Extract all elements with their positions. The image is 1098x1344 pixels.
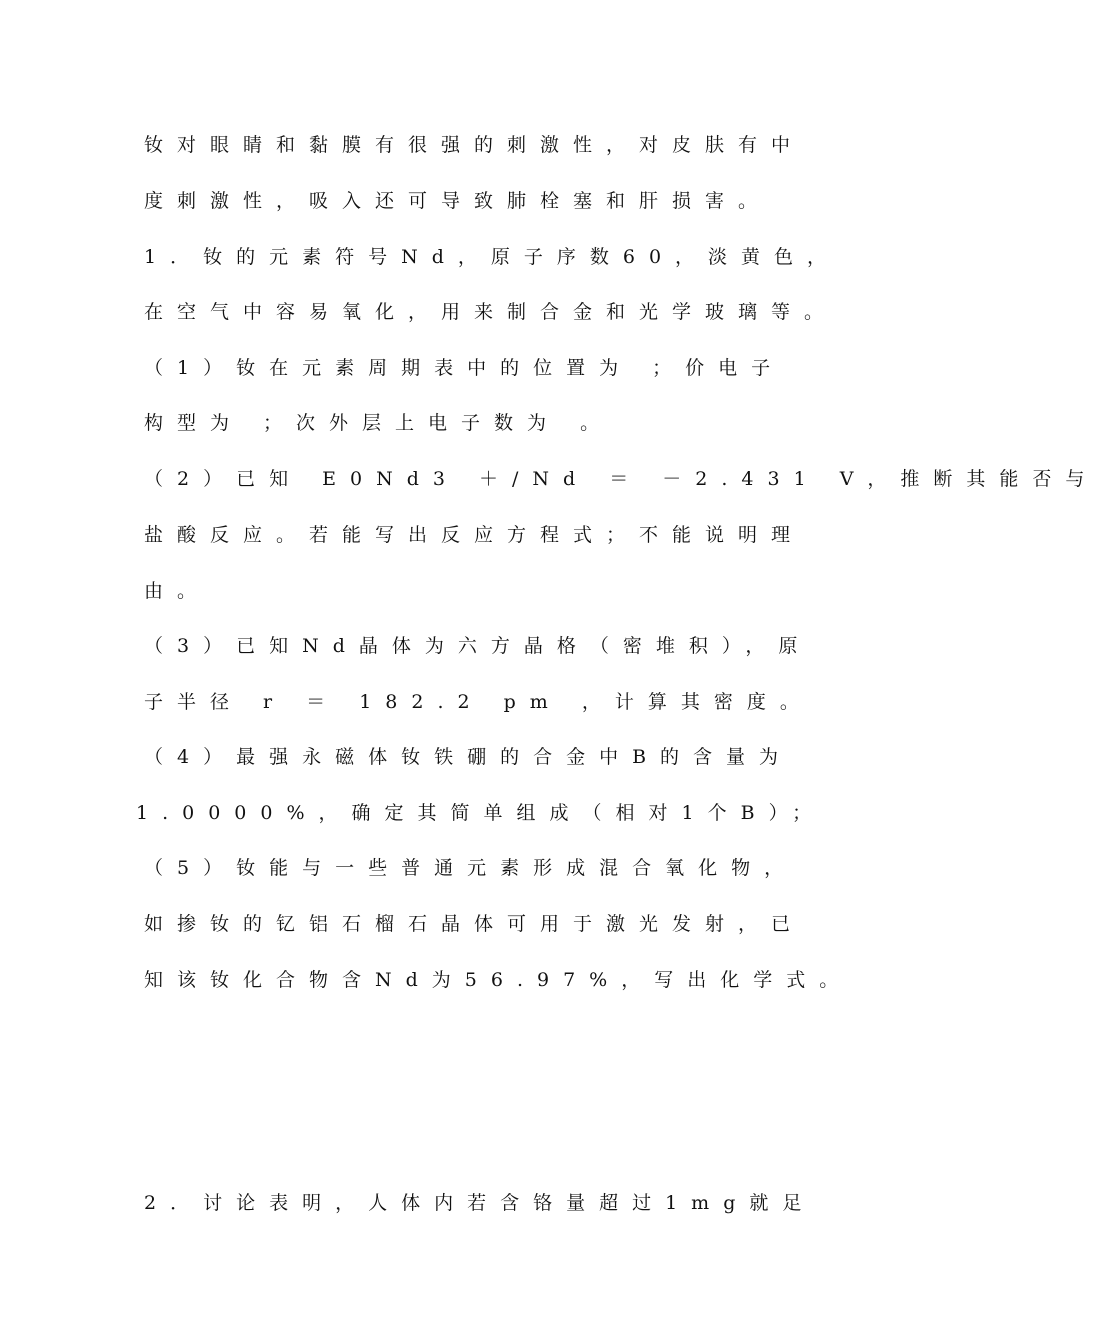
text-line-2: 度刺激性，吸入还可导致肺栓塞和肝损害。 [144, 190, 772, 212]
text-line-6: 构型为 ；次外层上电子数为 。 [144, 412, 614, 434]
text-line-13: 1.0000%，确定其简单组成（相对1个B）； [136, 802, 826, 824]
text-line-16: 知该钕化合物含Nd为56.97%，写出化学式。 [144, 969, 853, 991]
text-line-12: （4）最强永磁体钕铁硼的合金中B的含量为 [144, 746, 793, 768]
text-line-11: 子半径 r ＝ 182.2 pm ，计算其密度。 [144, 691, 813, 713]
text-line-10: （3）已知Nd晶体为六方晶格（密堆积），原 [144, 635, 812, 657]
text-line-4: 在空气中容易氧化，用来制合金和光学玻璃等。 [144, 301, 838, 323]
text-line-1: 钕对眼睛和黏膜有很强的刺激性，对皮肤有中 [144, 134, 805, 156]
text-line-7: （2）已知 E0Nd3 ＋/Nd ＝ －2.431 V，推断其能否与 [144, 468, 1098, 490]
text-line-8: 盐酸反应。若能写出反应方程式；不能说明理 [144, 524, 805, 546]
text-line-3: 1．钕的元素符号Nd，原子序数60，淡黄色， [144, 246, 841, 268]
text-line-14: （5）钕能与一些普通元素形成混合氧化物， [144, 857, 798, 879]
text-line-15: 如掺钕的钇铝石榴石晶体可用于激光发射，已 [144, 913, 805, 935]
text-line-5: （1）钕在元素周期表中的位置为 ；价电子 [144, 357, 785, 379]
text-line-17: 2．讨论表明，人体内若含铬量超过1mg就足 [144, 1192, 816, 1214]
text-line-9: 由。 [144, 580, 211, 602]
